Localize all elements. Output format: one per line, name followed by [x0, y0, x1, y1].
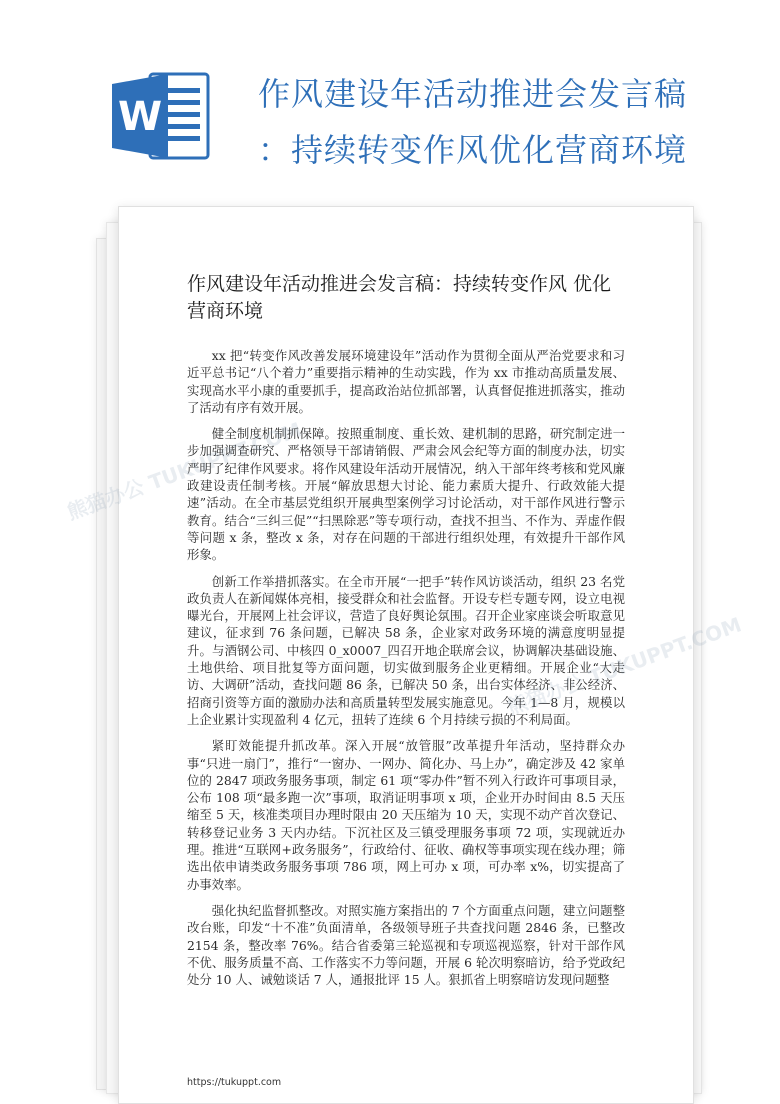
footer-url[interactable]: https://tukuppt.com [187, 1077, 282, 1088]
paragraph: 紧盯效能提升抓改革。深入开展“放管服”改革提升年活动，坚持群众办事“只进一扇门”，推行“一窗办、一网办、简化办、马上办”，确定涉及 42 家单位的 2847 项政务服务事项，制定 61 项“零办件”暂不列入行政许可事项目录，公布 108 项“最多跑一次”事项，取消证明事项 x 项，企业开办时间由 8.5 天压缩至 5 天，核准类项目办理时限由 20 天压缩为 10 天，实现不动产首次登记、转移登记业务 3 天内办结。下沉社区及三镇受理服务事项 72 项，实现就近办理。推进“互联网+政务服务”，行政给付、征收、确权等事项实现在线办理；筛选出依申请类政务服务事项 786 项，网上可办 x 项，可办率 x%，切实提高了办事效率。 [187, 738, 625, 892]
banner-title [258, 66, 763, 178]
banner-title-line2: ：持续转变作风优化营商环境 [258, 131, 688, 169]
word-icon-letter: W [117, 94, 163, 140]
paragraph: 健全制度机制抓保障。按照重制度、重长效、建机制的思路，研究制定进一步加强调查研究、严格领导干部请销假、严肃会风会纪等方面的制度办法，切实严明了纪律作风要求。将作风建设年活动开展情况，纳入干部年终考核和党风廉政建设责任制考核。开展“解放思想大讨论、能力素质大提升、行政效能大提速”活动。在全市基层党组织开展典型案例学习讨论活动，对干部作风进行警示教育。结合“三纠三促”“扫黑除恶”等专项行动，查找不担当、不作为、弄虚作假等问题 x 条，整改 x 条，对存在问题的干部进行组织处理，有效提升干部作风形象。 [187, 426, 625, 563]
word-document-icon [112, 70, 212, 162]
paragraph: xx 把“转变作风改善发展环境建设年”活动作为贯彻全面从严治党要求和习近平总书记“八个着力”重要指示精神的生动实践，作为 xx 市推动高质量发展、实现高水平小康的重要抓手，提高政治站位抓部署，认真督促推进抓落实，推动了活动有序有效开展。 [187, 348, 625, 415]
document-body [187, 347, 625, 997]
paragraph: 强化执纪监督抓整改。对照实施方案指出的 7 个方面重点问题，建立问题整改台账，印发“十不准”负面清单，各级领导班子共查找问题 2846 条，已整改 2154 条，整改率 76%。结合省委第三轮巡视和专项巡视巡察，针对干部作风不优、服务质量不高、工作落实不力等问题，开展 6 轮次明察暗访，给予党政纪处分 10 人、诫勉谈话 7 人，通报批评 15 人。狠抓省上明察暗访发现问题整 [187, 902, 625, 988]
banner [0, 0, 780, 200]
paragraph: 创新工作举措抓落实。在全市开展“一把手”转作风访谈活动，组织 23 名党政负责人在新闻媒体亮相，接受群众和社会监督。开设专栏专题专网，设立电视曝光台，开展网上社会评议，营造了良好舆论氛围。召开企业家座谈会听取意见建议，征求到 76 条问题，已解决 58 条，企业家对政务环境的满意度明显提升。与酒钢公司、中核四 0_x0007_四召开地企联席会议，协调解决基础设施、土地供给、项目批复等方面问题，切实做到服务企业更精细。开展企业“大走访、大调研”活动，查找问题 86 条，已解决 50 条，出台实体经济、非公经济、招商引资等方面的激励办法和高质量转型发展实施意见。今年 1—8 月，规模以上企业累计实现盈利 4 亿元，扭转了连续 6 个月持续亏损的不利局面。 [187, 573, 625, 727]
document-page [118, 206, 694, 1104]
document-title: 作风建设年活动推进会发言稿：持续转变作风 优化营商环境 [187, 273, 612, 322]
banner-title-line1: 作风建设年活动推进会发言稿 [258, 75, 688, 113]
